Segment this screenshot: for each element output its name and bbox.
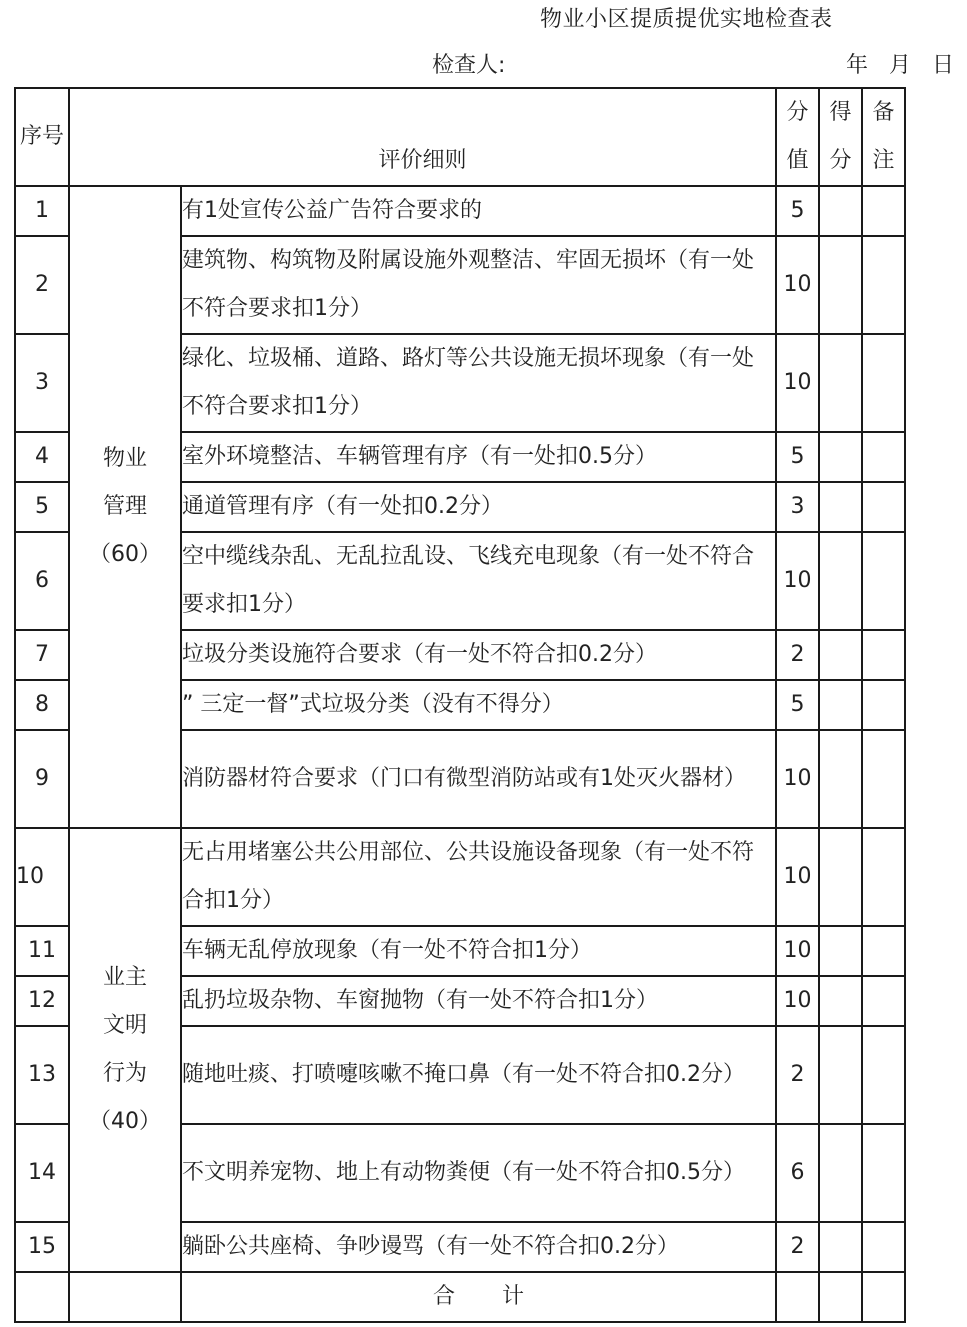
got-score-cell[interactable]: [819, 1026, 862, 1124]
total-score-cell[interactable]: [776, 1272, 819, 1322]
category-property-management: [69, 186, 181, 828]
row-score: 3: [776, 482, 819, 532]
row-number: 4: [15, 432, 69, 482]
header-note: [862, 88, 905, 186]
row-number: 14: [15, 1124, 69, 1222]
rule-text: ” 三定一督”式垃圾分类（没有不得分）: [181, 680, 776, 730]
header-got-char: 得: [829, 100, 852, 125]
row-number: 12: [15, 976, 69, 1026]
note-cell[interactable]: [862, 680, 905, 730]
total-empty-cell: [69, 1272, 181, 1322]
inspector-label: 检查人:: [432, 53, 506, 78]
category-line: （60）: [89, 542, 161, 567]
row-number: 6: [15, 532, 69, 630]
row-score: 10: [776, 334, 819, 432]
note-cell[interactable]: [862, 334, 905, 432]
category-line: 管理: [102, 494, 147, 519]
category-line: （40）: [89, 1109, 161, 1134]
header-score-char: 分: [786, 100, 809, 125]
row-number: 15: [15, 1222, 69, 1272]
row-score: 10: [776, 926, 819, 976]
row-number: 13: [15, 1026, 69, 1124]
rule-text: 乱扔垃圾杂物、车窗抛物（有一处不符合扣1分）: [181, 976, 776, 1026]
row-score: 10: [776, 532, 819, 630]
total-label: 合 计: [181, 1272, 776, 1322]
header-rule: 评价细则: [69, 88, 776, 186]
header-note-char: 注: [872, 148, 895, 173]
got-score-cell[interactable]: [819, 1124, 862, 1222]
got-score-cell[interactable]: [819, 680, 862, 730]
category-line: 物业: [102, 446, 147, 471]
got-score-cell[interactable]: [819, 532, 862, 630]
total-row: [15, 1272, 905, 1322]
row-score: 10: [776, 236, 819, 334]
got-score-cell[interactable]: [819, 926, 862, 976]
got-score-cell[interactable]: [819, 334, 862, 432]
header-score-char: 值: [786, 148, 809, 173]
got-score-cell[interactable]: [819, 730, 862, 828]
note-cell[interactable]: [862, 976, 905, 1026]
category-line: 业主: [102, 965, 147, 990]
note-cell[interactable]: [862, 1026, 905, 1124]
row-number: 7: [15, 630, 69, 680]
category-line: 文明: [102, 1013, 147, 1038]
got-score-cell[interactable]: [819, 236, 862, 334]
table-row: [15, 828, 905, 926]
got-score-cell[interactable]: [819, 186, 862, 236]
row-score: 10: [776, 976, 819, 1026]
note-cell[interactable]: [862, 186, 905, 236]
note-cell[interactable]: [862, 926, 905, 976]
note-cell[interactable]: [862, 482, 905, 532]
total-empty-cell: [15, 1272, 69, 1322]
row-score: 2: [776, 1026, 819, 1124]
note-cell[interactable]: [862, 1222, 905, 1272]
page-title: 物业小区提质提优实地检查表: [540, 7, 833, 32]
header-number: 序号: [15, 88, 69, 186]
rule-text: 躺卧公共座椅、争吵谩骂（有一处不符合扣0.2分）: [181, 1222, 776, 1272]
rule-text: 不文明养宠物、地上有动物粪便（有一处不符合扣0.5分）: [181, 1124, 776, 1222]
category-owner-civility: [69, 828, 181, 1272]
got-score-cell[interactable]: [819, 828, 862, 926]
row-score: 5: [776, 432, 819, 482]
rule-text: 空中缆线杂乱、无乱拉乱设、飞线充电现象（有一处不符合要求扣1分）: [181, 532, 776, 630]
got-score-cell[interactable]: [819, 976, 862, 1026]
row-number: 5: [15, 482, 69, 532]
row-score: 6: [776, 1124, 819, 1222]
row-number: 3: [15, 334, 69, 432]
date-label: 年 月 日: [846, 53, 954, 78]
inspection-table: [14, 87, 906, 1323]
row-number: 8: [15, 680, 69, 730]
note-cell[interactable]: [862, 730, 905, 828]
table-header-row: [15, 88, 905, 186]
table-row: [15, 186, 905, 236]
note-cell[interactable]: [862, 432, 905, 482]
row-score: 10: [776, 828, 819, 926]
category-line: 行为: [102, 1061, 147, 1086]
note-cell[interactable]: [862, 1124, 905, 1222]
header-got: [819, 88, 862, 186]
row-number: 9: [15, 730, 69, 828]
row-number: 1: [15, 186, 69, 236]
header-got-char: 分: [829, 148, 852, 173]
note-cell[interactable]: [862, 236, 905, 334]
row-score: 10: [776, 730, 819, 828]
row-number: 11: [15, 926, 69, 976]
row-score: 5: [776, 186, 819, 236]
rule-text: 绿化、垃圾桶、道路、路灯等公共设施无损坏现象（有一处不符合要求扣1分）: [181, 334, 776, 432]
total-note-cell[interactable]: [862, 1272, 905, 1322]
header-score: [776, 88, 819, 186]
note-cell[interactable]: [862, 828, 905, 926]
got-score-cell[interactable]: [819, 630, 862, 680]
got-score-cell[interactable]: [819, 432, 862, 482]
row-number: 10: [15, 828, 69, 926]
row-score: 5: [776, 680, 819, 730]
row-number: 2: [15, 236, 69, 334]
header-note-char: 备: [872, 100, 895, 125]
note-cell[interactable]: [862, 630, 905, 680]
rule-text: 随地吐痰、打喷嚏咳嗽不掩口鼻（有一处不符合扣0.2分）: [181, 1026, 776, 1124]
got-score-cell[interactable]: [819, 482, 862, 532]
note-cell[interactable]: [862, 532, 905, 630]
row-score: 2: [776, 1222, 819, 1272]
rule-text: 通道管理有序（有一处扣0.2分）: [181, 482, 776, 532]
got-score-cell[interactable]: [819, 1222, 862, 1272]
rule-text: 车辆无乱停放现象（有一处不符合扣1分）: [181, 926, 776, 976]
total-got-cell[interactable]: [819, 1272, 862, 1322]
rule-text: 建筑物、构筑物及附属设施外观整洁、牢固无损坏（有一处不符合要求扣1分）: [181, 236, 776, 334]
rule-text: 有1处宣传公益广告符合要求的: [181, 186, 776, 236]
row-score: 2: [776, 630, 819, 680]
rule-text: 消防器材符合要求（门口有微型消防站或有1处灭火器材）: [181, 730, 776, 828]
rule-text: 室外环境整洁、车辆管理有序（有一处扣0.5分）: [181, 432, 776, 482]
rule-text: 垃圾分类设施符合要求（有一处不符合扣0.2分）: [181, 630, 776, 680]
rule-text: 无占用堵塞公共公用部位、公共设施设备现象（有一处不符合扣1分）: [181, 828, 776, 926]
